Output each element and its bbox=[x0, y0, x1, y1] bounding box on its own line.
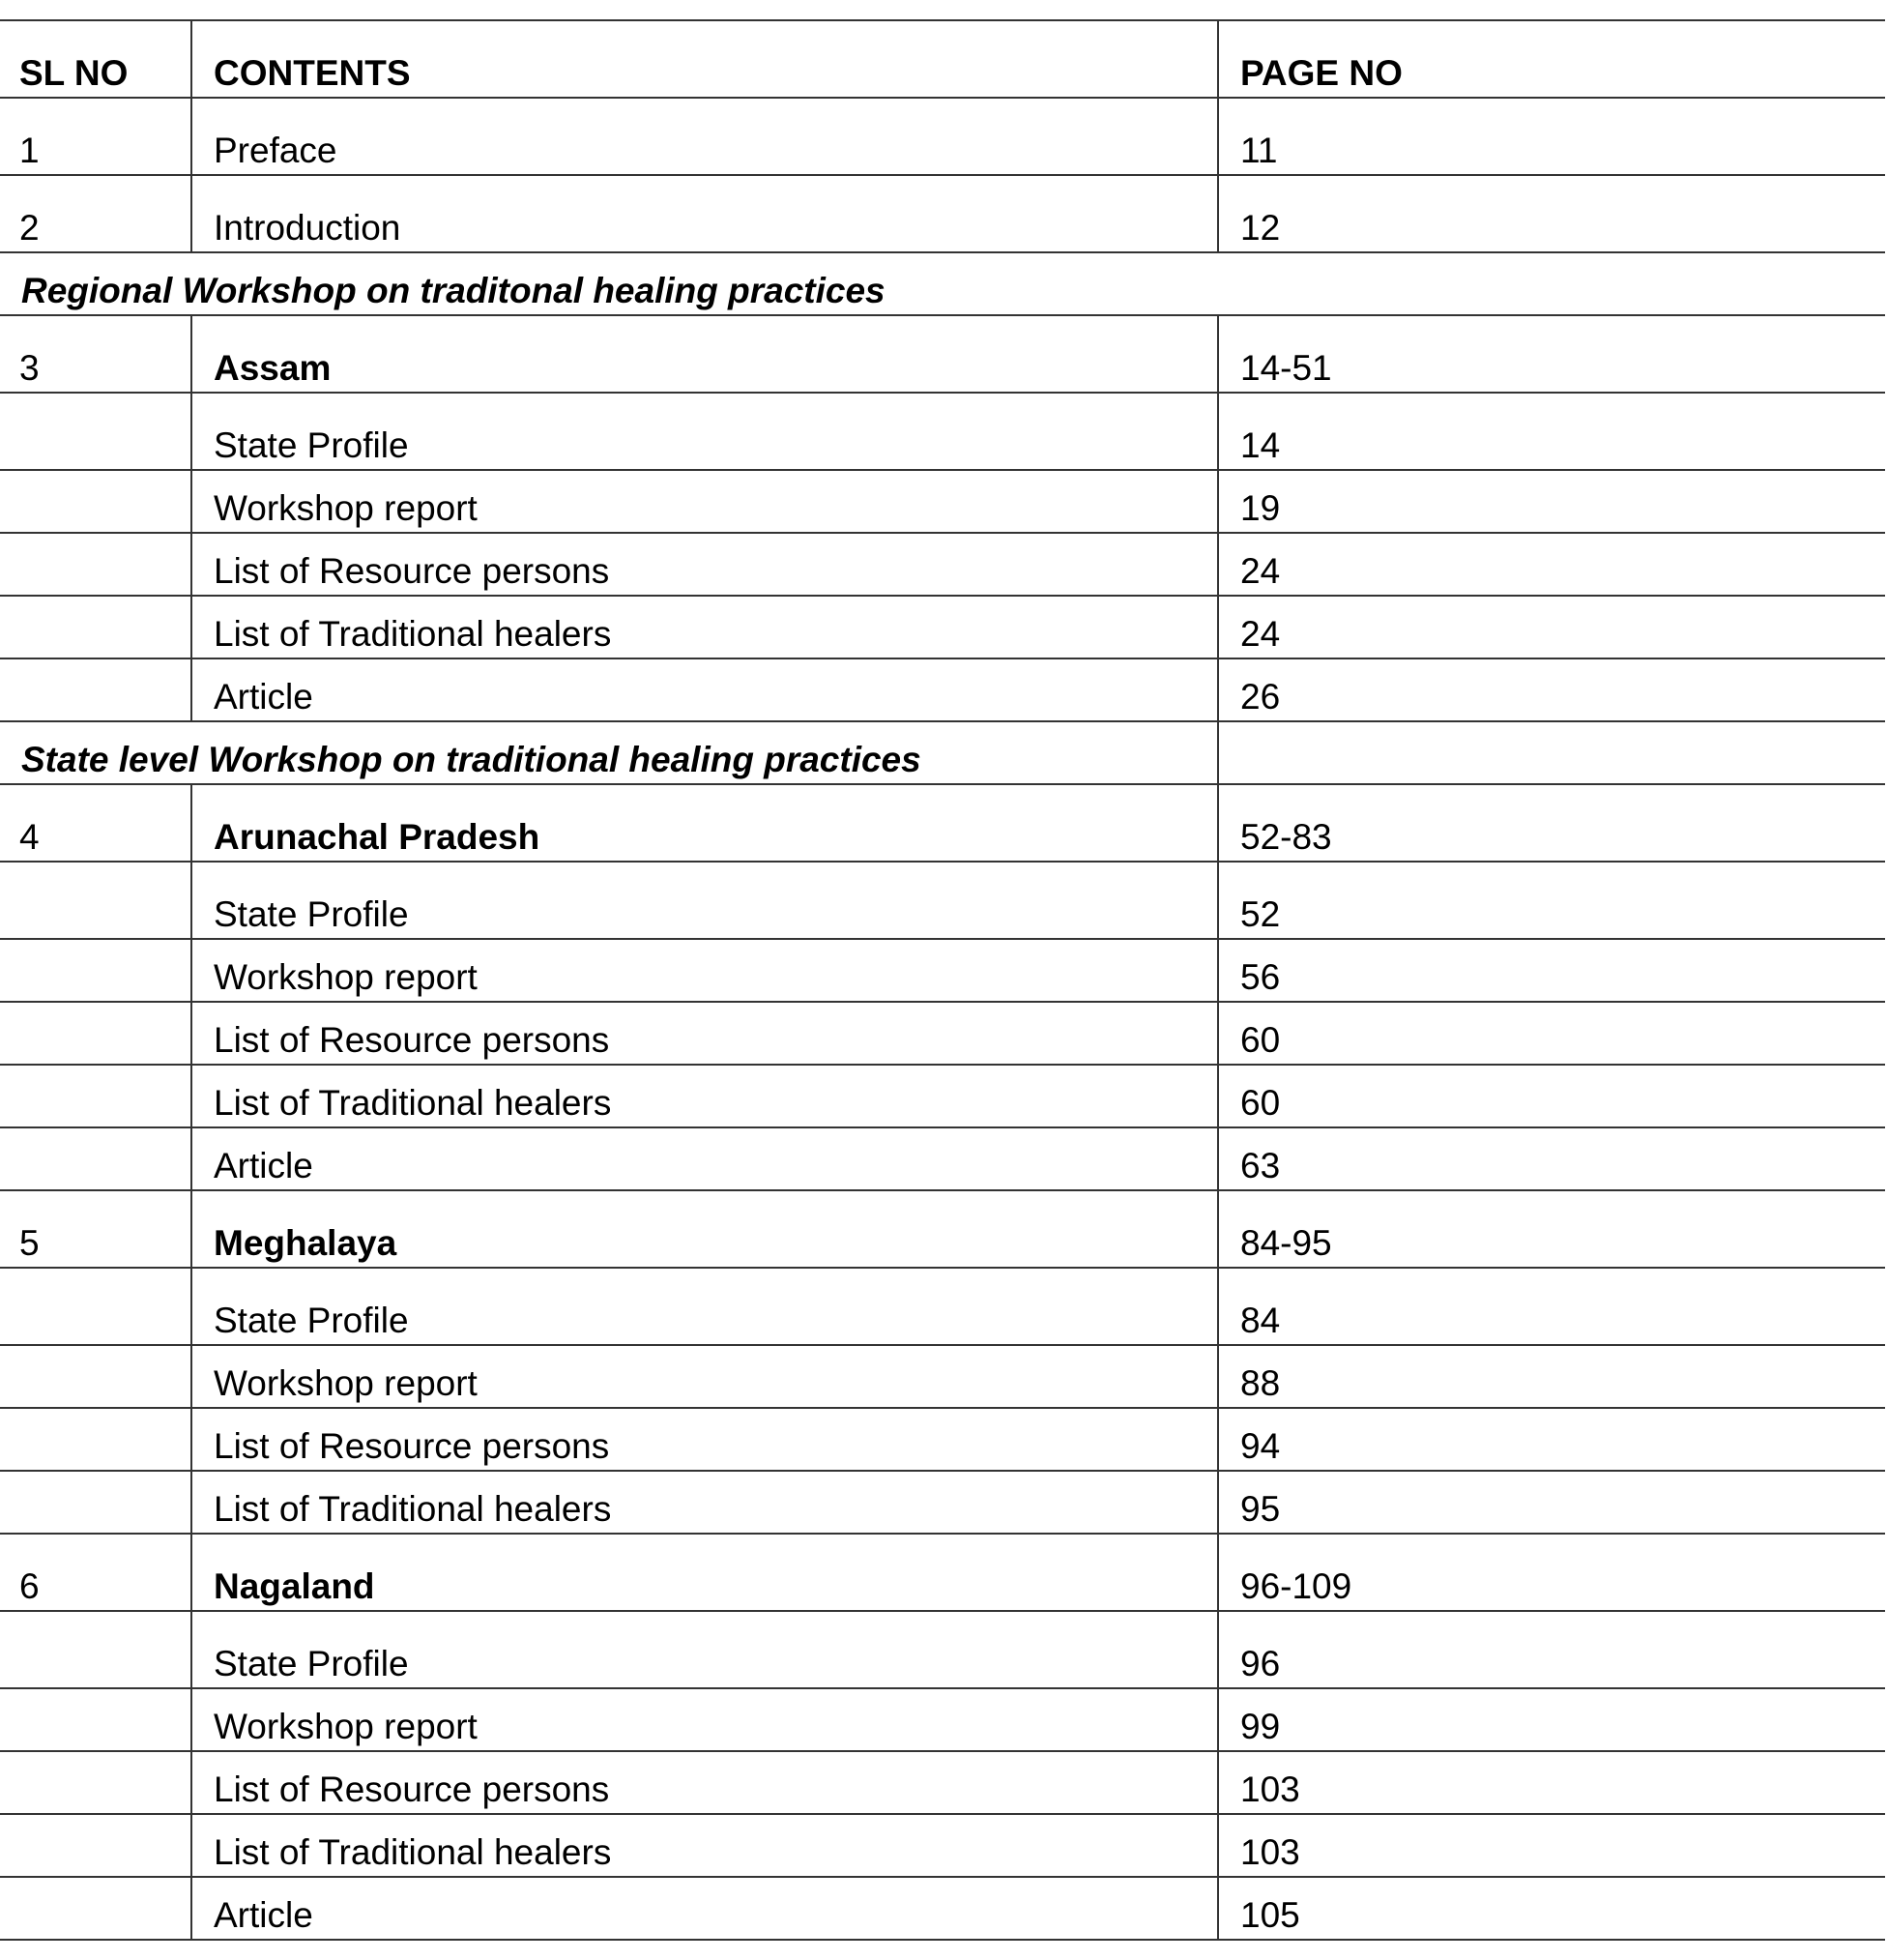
table-header-row bbox=[0, 20, 1885, 98]
contents-cell: Preface bbox=[191, 98, 1218, 175]
contents-cell: Workshop report bbox=[191, 939, 1218, 1002]
table-row bbox=[0, 1751, 1885, 1814]
contents-cell: Article bbox=[191, 1127, 1218, 1190]
sl-no-cell bbox=[0, 1002, 191, 1065]
table-row bbox=[0, 1814, 1885, 1877]
table-row bbox=[0, 658, 1885, 721]
sl-no-cell bbox=[0, 1065, 191, 1127]
sl-no-cell: 3 bbox=[0, 315, 191, 393]
table-row bbox=[0, 1408, 1885, 1471]
sl-no-cell bbox=[0, 1751, 191, 1814]
table-row bbox=[0, 533, 1885, 596]
table-row bbox=[0, 1471, 1885, 1534]
contents-cell: State Profile bbox=[191, 393, 1218, 470]
table-row bbox=[0, 393, 1885, 470]
page-no-cell: 24 bbox=[1218, 596, 1885, 658]
state-row bbox=[0, 1534, 1885, 1611]
page-no-cell: 105 bbox=[1218, 1877, 1885, 1940]
table-row bbox=[0, 1345, 1885, 1408]
table-row bbox=[0, 1877, 1885, 1940]
sl-no-cell: 1 bbox=[0, 98, 191, 175]
contents-cell: List of Resource persons bbox=[191, 1408, 1218, 1471]
sl-no-cell bbox=[0, 1268, 191, 1345]
table-row bbox=[0, 1065, 1885, 1127]
table-row bbox=[0, 596, 1885, 658]
state-row bbox=[0, 1190, 1885, 1268]
contents-cell: Article bbox=[191, 658, 1218, 721]
sl-no-cell bbox=[0, 393, 191, 470]
page-cell bbox=[1218, 721, 1885, 784]
page-no-cell: 63 bbox=[1218, 1127, 1885, 1190]
contents-cell: State Profile bbox=[191, 1268, 1218, 1345]
page-no-cell: 95 bbox=[1218, 1471, 1885, 1534]
page-no-cell: 60 bbox=[1218, 1065, 1885, 1127]
sl-no-cell bbox=[0, 1611, 191, 1688]
page-no-cell: 60 bbox=[1218, 1002, 1885, 1065]
sl-no-cell bbox=[0, 658, 191, 721]
page-no-cell: 14 bbox=[1218, 393, 1885, 470]
table-row bbox=[0, 470, 1885, 533]
contents-cell: Workshop report bbox=[191, 1688, 1218, 1751]
contents-cell: State Profile bbox=[191, 862, 1218, 939]
state-name-cell: Nagaland bbox=[191, 1534, 1218, 1611]
page-no-cell: 103 bbox=[1218, 1751, 1885, 1814]
section-heading-row bbox=[0, 721, 1885, 784]
sl-no-cell bbox=[0, 1345, 191, 1408]
page-no-cell: 99 bbox=[1218, 1688, 1885, 1751]
table-row bbox=[0, 862, 1885, 939]
table-row bbox=[0, 1268, 1885, 1345]
table-row bbox=[0, 1611, 1885, 1688]
table-row bbox=[0, 1002, 1885, 1065]
table-row bbox=[0, 939, 1885, 1002]
page-no-cell: 14-51 bbox=[1218, 315, 1885, 393]
page-no-cell: 94 bbox=[1218, 1408, 1885, 1471]
state-name-cell: Meghalaya bbox=[191, 1190, 1218, 1268]
sl-no-cell: 5 bbox=[0, 1190, 191, 1268]
state-name-cell: Assam bbox=[191, 315, 1218, 393]
state-name-cell: Arunachal Pradesh bbox=[191, 784, 1218, 862]
contents-cell: List of Traditional healers bbox=[191, 1814, 1218, 1877]
section-heading-row bbox=[0, 252, 1885, 315]
page-no-cell: 11 bbox=[1218, 98, 1885, 175]
page-no-cell: 84-95 bbox=[1218, 1190, 1885, 1268]
sl-no-cell bbox=[0, 1471, 191, 1534]
sl-no-cell bbox=[0, 1127, 191, 1190]
contents-cell: List of Resource persons bbox=[191, 533, 1218, 596]
sl-no-cell bbox=[0, 470, 191, 533]
sl-no-cell bbox=[0, 1814, 191, 1877]
contents-table bbox=[0, 19, 1885, 1941]
section-heading: Regional Workshop on traditonal healing practices bbox=[0, 252, 1885, 315]
sl-no-cell: 4 bbox=[0, 784, 191, 862]
page-no-cell: 96 bbox=[1218, 1611, 1885, 1688]
contents-cell: List of Traditional healers bbox=[191, 1065, 1218, 1127]
table-row bbox=[0, 175, 1885, 252]
page-no-cell: 26 bbox=[1218, 658, 1885, 721]
page-no-cell: 19 bbox=[1218, 470, 1885, 533]
sl-no-cell bbox=[0, 1877, 191, 1940]
contents-cell: List of Resource persons bbox=[191, 1751, 1218, 1814]
contents-cell: Introduction bbox=[191, 175, 1218, 252]
sl-no-cell bbox=[0, 862, 191, 939]
section-heading: State level Workshop on traditional healing practices bbox=[0, 721, 1218, 784]
page-no-cell: 56 bbox=[1218, 939, 1885, 1002]
contents-cell: Article bbox=[191, 1877, 1218, 1940]
header-contents: CONTENTS bbox=[191, 20, 1218, 98]
contents-cell: List of Resource persons bbox=[191, 1002, 1218, 1065]
sl-no-cell: 2 bbox=[0, 175, 191, 252]
sl-no-cell: 6 bbox=[0, 1534, 191, 1611]
header-sl-no: SL NO bbox=[0, 20, 191, 98]
sl-no-cell bbox=[0, 1688, 191, 1751]
table-row bbox=[0, 1127, 1885, 1190]
contents-cell: Workshop report bbox=[191, 470, 1218, 533]
page-no-cell: 103 bbox=[1218, 1814, 1885, 1877]
contents-cell: List of Traditional healers bbox=[191, 1471, 1218, 1534]
header-page-no: PAGE NO bbox=[1218, 20, 1885, 98]
contents-cell: List of Traditional healers bbox=[191, 596, 1218, 658]
page-no-cell: 88 bbox=[1218, 1345, 1885, 1408]
sl-no-cell bbox=[0, 939, 191, 1002]
page-no-cell: 52 bbox=[1218, 862, 1885, 939]
page-no-cell: 12 bbox=[1218, 175, 1885, 252]
state-row bbox=[0, 784, 1885, 862]
page-no-cell: 96-109 bbox=[1218, 1534, 1885, 1611]
table-row bbox=[0, 98, 1885, 175]
page-no-cell: 52-83 bbox=[1218, 784, 1885, 862]
contents-cell: Workshop report bbox=[191, 1345, 1218, 1408]
sl-no-cell bbox=[0, 533, 191, 596]
page-no-cell: 84 bbox=[1218, 1268, 1885, 1345]
sl-no-cell bbox=[0, 1408, 191, 1471]
table-row bbox=[0, 1688, 1885, 1751]
sl-no-cell bbox=[0, 596, 191, 658]
contents-cell: State Profile bbox=[191, 1611, 1218, 1688]
page-no-cell: 24 bbox=[1218, 533, 1885, 596]
state-row bbox=[0, 315, 1885, 393]
